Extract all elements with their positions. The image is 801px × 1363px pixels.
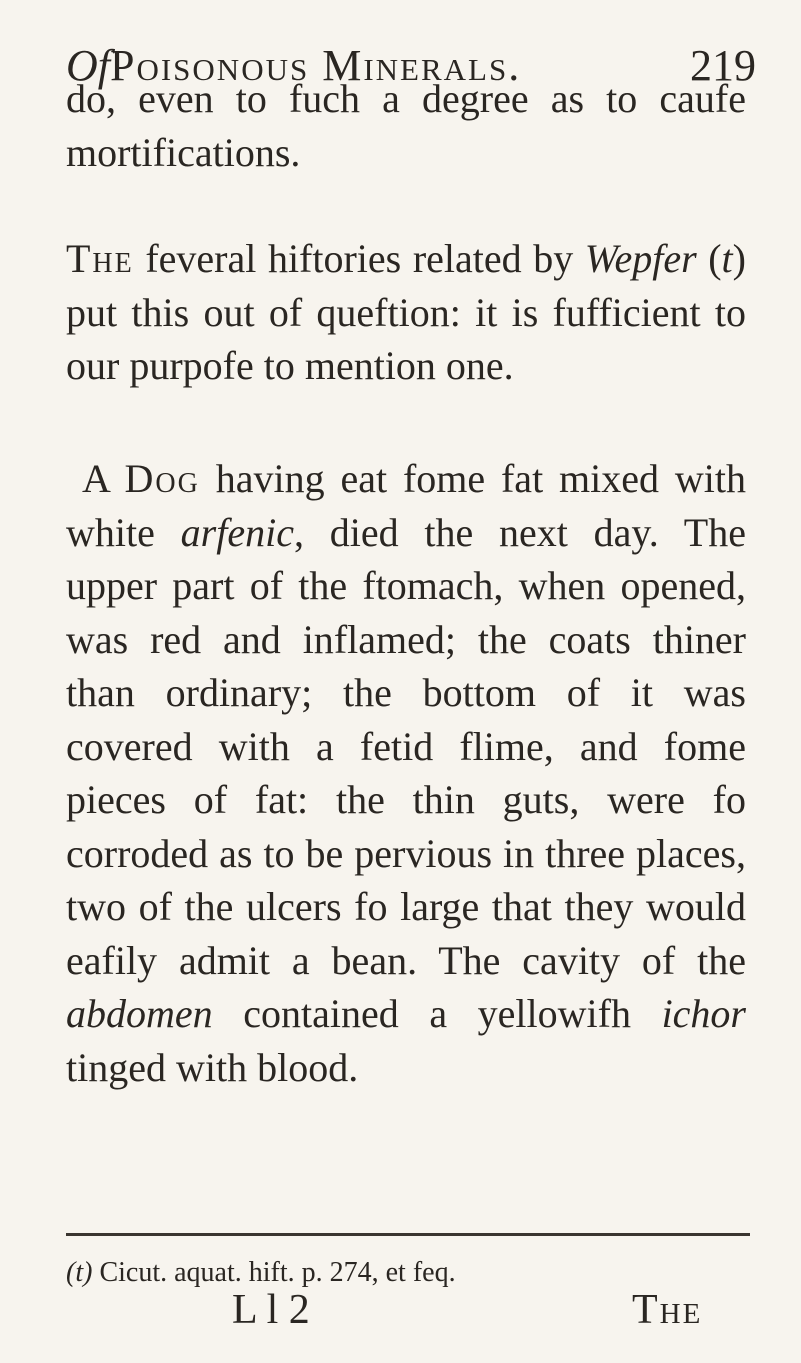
author-name: Wepfer: [584, 236, 697, 281]
paragraph-lead-word: Dog: [124, 456, 200, 501]
paragraph-text: (: [696, 236, 722, 281]
term-arsenic: arfenic: [180, 509, 294, 555]
header-of: Of: [66, 41, 110, 90]
term-abdomen: abdomen: [66, 991, 213, 1036]
paragraph-lead-word: The: [66, 236, 134, 281]
page-number: 219: [690, 41, 756, 90]
paragraph-text: ) put this out of queftion: it is fufficient to our purpofe to mention one.: [66, 236, 746, 388]
footnote-divider: [66, 1233, 750, 1236]
paragraph-text: tinged with blood.: [66, 1044, 359, 1090]
paragraph-wepfer: [66, 232, 746, 393]
footnote-text: Cicut. aquat. hift. p. 274, et feq.: [92, 1257, 456, 1288]
paragraph-continued: do, even to fuch a degree as to caufe mortifications.: [66, 76, 746, 175]
paragraph-text: having eat fome fat mixed with white: [66, 456, 746, 555]
signature-mark: L l 2: [232, 1287, 310, 1333]
header-title: Poisonous Minerals.: [110, 41, 522, 90]
term-ichor: ichor: [661, 991, 746, 1036]
paragraph-text: contained a yellowifh: [212, 991, 662, 1036]
paragraph-text: , died the next day. The upper part of the ftomach, when opened, was red and inflamed; the coats thiner than ordinary; the bottom of it was covered with a fetid flime, and fome pieces of fat: the thin guts, were fo corroded as to be pervious in three places, two of the ulcers fo large that they would eafily admit a bean. The cavity of the: [66, 509, 746, 983]
footnote-reference: t: [721, 236, 733, 281]
catchword: The: [632, 1287, 703, 1333]
paragraph-lead-word: A: [82, 456, 109, 501]
footnote-mark: (t): [66, 1257, 93, 1288]
paragraph-text: feveral hiftories related by: [133, 236, 585, 281]
paragraph-dog-case: [66, 452, 746, 1094]
